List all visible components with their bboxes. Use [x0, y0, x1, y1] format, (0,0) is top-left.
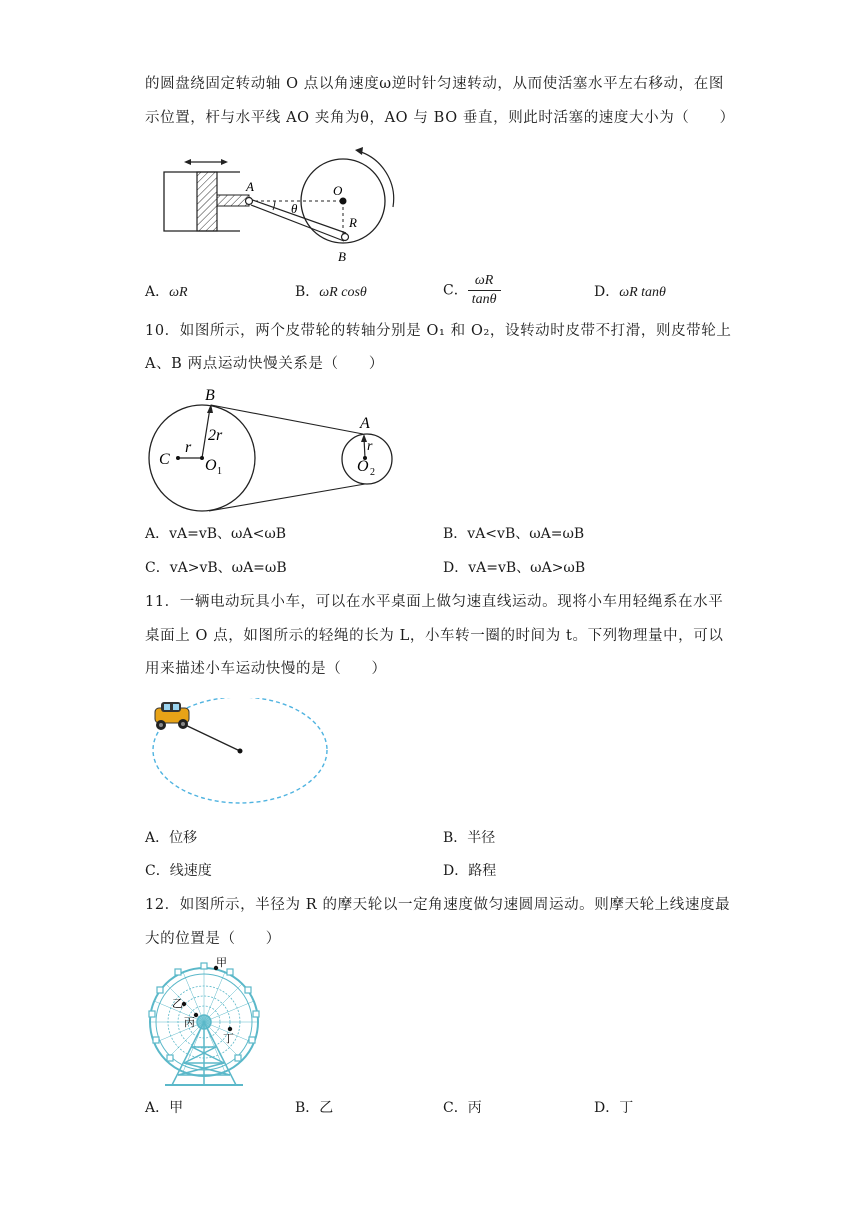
- belt-bottom: [209, 484, 365, 511]
- q12-option-c[interactable]: C．丙: [443, 1100, 482, 1116]
- q9-option-b-prefix: B．: [295, 284, 320, 300]
- point-B: [342, 234, 349, 241]
- q12-option-b[interactable]: B．乙: [295, 1100, 334, 1116]
- q9-option-a[interactable]: [145, 282, 188, 303]
- q10-option-d[interactable]: D．vA=vB、ωA>ωB: [443, 560, 586, 576]
- q11-option-a[interactable]: A．位移: [145, 830, 198, 846]
- point-O: [238, 749, 243, 754]
- q9-option-c-fraction: [468, 272, 501, 309]
- q9-option-d-prefix: D．: [594, 284, 620, 300]
- q10-option-b[interactable]: B．vA<vB、ωA=ωB: [443, 526, 585, 542]
- q9-option-c-numerator: ωR: [468, 272, 501, 291]
- label-2r: 2r: [208, 427, 223, 444]
- q10-text-line2: A、B 两点运动快慢关系是（ ）: [145, 356, 384, 372]
- q11-option-c[interactable]: C．线速度: [145, 863, 212, 879]
- point-ding: [228, 1027, 232, 1031]
- q10-option-c[interactable]: C．vA>vB、ωA=ωB: [145, 560, 287, 576]
- q10-text-line1: 10．如图所示，两个皮带轮的转轴分别是 O₁ 和 O₂，设转动时皮带不打滑，则皮带轮上: [145, 323, 732, 339]
- piston-rod: [217, 195, 249, 206]
- q12-option-a[interactable]: A．甲: [145, 1100, 184, 1116]
- q11-text-line1: 11．一辆电动玩具小车，可以在水平桌面上做匀速直线运动。现将小车用轻绳系在水平: [145, 594, 724, 610]
- label-r-right: r: [367, 439, 373, 454]
- label-O2: O: [357, 458, 369, 475]
- point-A: [246, 198, 253, 205]
- q9-text-line1: 的圆盘绕固定转动轴 O 点以角速度ω逆时针匀速转动，从而使活塞水平左右移动，在图: [145, 76, 724, 92]
- q9-option-c-denominator: tanθ: [471, 292, 497, 307]
- q11-text-line3: 用来描述小车运动快慢的是（ ）: [145, 661, 387, 677]
- q9-option-a-prefix: A．: [145, 284, 170, 300]
- q9-option-b[interactable]: [295, 282, 367, 303]
- label-R: R: [349, 215, 357, 230]
- rotation-arrow-icon: [358, 151, 394, 207]
- toy-car-icon: [155, 702, 189, 730]
- label-B: B: [205, 387, 215, 404]
- label-theta: θ: [291, 201, 298, 216]
- label-C: C: [159, 451, 170, 468]
- piston-diagram: [150, 145, 410, 270]
- q9-option-d[interactable]: [594, 282, 666, 303]
- q12-option-d[interactable]: D．丁: [594, 1100, 634, 1116]
- label-r-left: r: [185, 439, 192, 456]
- q9-option-b-text: ωR cosθ: [319, 285, 367, 300]
- q9-option-d-text: ωR tanθ: [619, 285, 666, 300]
- q11-option-b[interactable]: B．半径: [443, 830, 496, 846]
- q11-text-line2: 桌面上 O 点，如图所示的轻绳的长为 L，小车转一圈的时间为 t。下列物理量中，可以: [145, 628, 724, 644]
- rope: [179, 722, 240, 751]
- belt-pulley-diagram: [145, 380, 395, 515]
- belt-top: [211, 405, 363, 434]
- point-O: [340, 198, 347, 205]
- q12-text-line1: 12．如图所示，半径为 R 的摩天轮以一定角速度做匀速圆周运动。则摩天轮上线速度最: [145, 897, 731, 913]
- q9-option-a-text: ωR: [169, 285, 188, 300]
- q9-option-c-prefix: C．: [443, 282, 468, 299]
- label-O: O: [333, 183, 343, 198]
- piston: [197, 172, 217, 231]
- label-ding: 丁: [223, 1033, 234, 1045]
- q9-text-line2: 示位置，杆与水平线 AO 夹角为θ，AO 与 BO 垂直，则此时活塞的速度大小为（ ）: [145, 110, 735, 126]
- label-yi: 乙: [172, 998, 183, 1010]
- label-O1-sub: 1: [217, 466, 222, 477]
- label-B: B: [338, 249, 346, 264]
- q11-option-d[interactable]: D．路程: [443, 863, 497, 879]
- q9-option-c[interactable]: [443, 272, 501, 309]
- label-O1: O: [205, 457, 217, 474]
- label-A: A: [246, 179, 254, 194]
- label-jia: 甲: [216, 957, 227, 969]
- q10-option-a[interactable]: A．vA=vB、ωA<ωB: [145, 526, 287, 542]
- ferris-wheel-diagram: [145, 955, 265, 1090]
- toy-car-circle-diagram: [145, 698, 335, 808]
- label-O2-sub: 2: [370, 467, 375, 478]
- q12-text-line2: 大的位置是（ ）: [145, 931, 281, 947]
- label-bing: 丙: [184, 1017, 195, 1029]
- label-A: A: [360, 415, 370, 432]
